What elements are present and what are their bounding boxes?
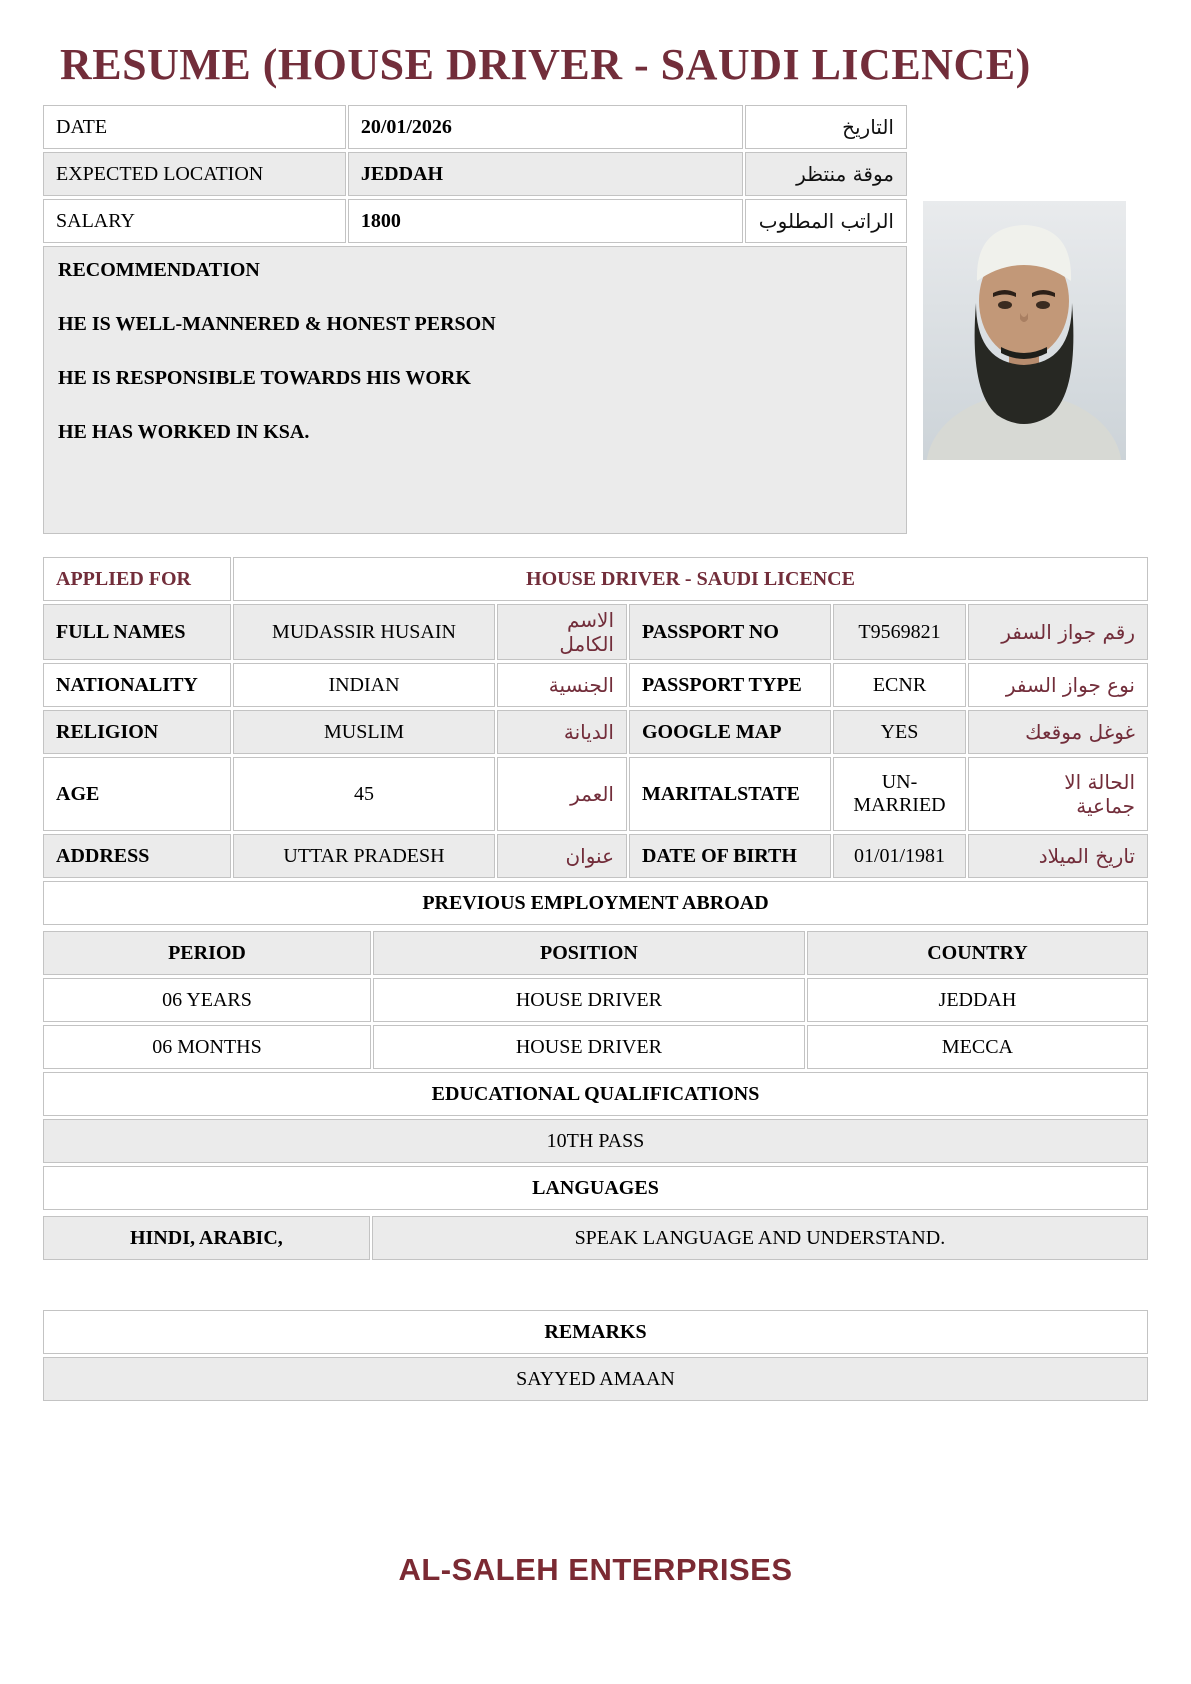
date-value: 20/01/2026 (348, 105, 744, 149)
religion-value: MUSLIM (233, 710, 495, 754)
languages-table (41, 1213, 1150, 1263)
recommendation-line: HE IS WELL-MANNERED & HONEST PERSON (58, 313, 496, 335)
employment-country: MECCA (807, 1025, 1148, 1069)
table-row (43, 1025, 1148, 1069)
table-row (43, 978, 1148, 1022)
section-row (43, 1166, 1148, 1210)
passport-no-label-arabic: رقم جواز السفر (968, 604, 1148, 660)
salary-label-arabic: الراتب المطلوب (745, 199, 907, 243)
recommendation-line: HE HAS WORKED IN KSA. (58, 421, 310, 443)
applied-for-row (43, 557, 1148, 601)
passport-type-value: ECNR (833, 663, 966, 707)
salary-label: SALARY (43, 199, 346, 243)
age-label-arabic: العمر (497, 757, 627, 831)
expected-location-label-arabic: موقة منتظر (745, 152, 907, 196)
table-row (43, 757, 1148, 831)
expected-location-value: JEDDAH (348, 152, 744, 196)
religion-label-arabic: الديانة (497, 710, 627, 754)
employment-position: HOUSE DRIVER (373, 1025, 805, 1069)
employment-period: 06 MONTHS (43, 1025, 371, 1069)
passport-type-label-arabic: نوع جواز السفر (968, 663, 1148, 707)
remarks-value: SAYYED AMAAN (43, 1357, 1148, 1401)
education-section-title: EDUCATIONAL QUALIFICATIONS (43, 1072, 1148, 1116)
passport-no-label: PASSPORT NO (629, 604, 831, 660)
full-names-value: MUDASSIR HUSAIN (233, 604, 495, 660)
table-row (43, 1119, 1148, 1163)
table-row (43, 1216, 1148, 1260)
recommendation-block (43, 246, 907, 534)
table-row (43, 604, 1148, 660)
remarks-section-title: REMARKS (43, 1310, 1148, 1354)
section-row (43, 881, 1148, 925)
marital-state-value: UN-MARRIED (833, 757, 966, 831)
position-column-header: POSITION (373, 931, 805, 975)
applicant-details-table (41, 554, 1150, 928)
page-title: RESUME (HOUSE DRIVER - SAUDI LICENCE) (60, 40, 1031, 89)
applied-for-label: APPLIED FOR (43, 557, 231, 601)
languages-names: HINDI, ARABIC, (43, 1216, 370, 1260)
address-label: ADDRESS (43, 834, 231, 878)
expected-location-label: EXPECTED LOCATION (43, 152, 346, 196)
previous-employment-section-title: PREVIOUS EMPLOYMENT ABROAD (43, 881, 1148, 925)
employment-table (41, 928, 1150, 1213)
languages-section-title: LANGUAGES (43, 1166, 1148, 1210)
table-row (43, 710, 1148, 754)
recommendation-row (43, 246, 907, 534)
education-value: 10TH PASS (43, 1119, 1148, 1163)
date-of-birth-label-arabic: تاريخ الميلاد (968, 834, 1148, 878)
table-row (43, 105, 907, 149)
marital-state-label-arabic: الحالة الا جماعية (968, 757, 1148, 831)
remarks-table (41, 1307, 1150, 1404)
religion-label: RELIGION (43, 710, 231, 754)
company-name: AL-SALEH ENTERPRISES (398, 1552, 793, 1587)
marital-state-label: MARITALSTATE (629, 757, 831, 831)
age-label: AGE (43, 757, 231, 831)
google-map-label-arabic: غوغل موقعك (968, 710, 1148, 754)
section-row (43, 1072, 1148, 1116)
recommendation-line: HE IS RESPONSIBLE TOWARDS HIS WORK (58, 367, 471, 389)
table-row (43, 152, 907, 196)
employment-header-row (43, 931, 1148, 975)
full-names-label-arabic: الاسم الكامل (497, 604, 627, 660)
full-names-label: FULL NAMES (43, 604, 231, 660)
table-row (43, 663, 1148, 707)
employment-position: HOUSE DRIVER (373, 978, 805, 1022)
nationality-value: INDIAN (233, 663, 495, 707)
passport-type-label: PASSPORT TYPE (629, 663, 831, 707)
applied-for-value: HOUSE DRIVER - SAUDI LICENCE (233, 557, 1148, 601)
candidate-photo (923, 201, 1126, 460)
table-row (43, 199, 907, 243)
candidate-photo-illustration (923, 201, 1126, 460)
languages-note: SPEAK LANGUAGE AND UNDERSTAND. (372, 1216, 1148, 1260)
recommendation-heading: RECOMMENDATION (58, 259, 260, 281)
table-row (43, 1357, 1148, 1401)
address-value: UTTAR PRADESH (233, 834, 495, 878)
google-map-label: GOOGLE MAP (629, 710, 831, 754)
date-label: DATE (43, 105, 346, 149)
table-row (43, 834, 1148, 878)
address-label-arabic: عنوان (497, 834, 627, 878)
header-info-table (41, 102, 909, 537)
age-value: 45 (233, 757, 495, 831)
nationality-label-arabic: الجنسية (497, 663, 627, 707)
period-column-header: PERIOD (43, 931, 371, 975)
date-of-birth-value: 01/01/1981 (833, 834, 966, 878)
date-label-arabic: التاريخ (745, 105, 907, 149)
section-row (43, 1310, 1148, 1354)
nationality-label: NATIONALITY (43, 663, 231, 707)
passport-no-value: T9569821 (833, 604, 966, 660)
employment-country: JEDDAH (807, 978, 1148, 1022)
country-column-header: COUNTRY (807, 931, 1148, 975)
salary-value: 1800 (348, 199, 744, 243)
employment-period: 06 YEARS (43, 978, 371, 1022)
google-map-value: YES (833, 710, 966, 754)
date-of-birth-label: DATE OF BIRTH (629, 834, 831, 878)
